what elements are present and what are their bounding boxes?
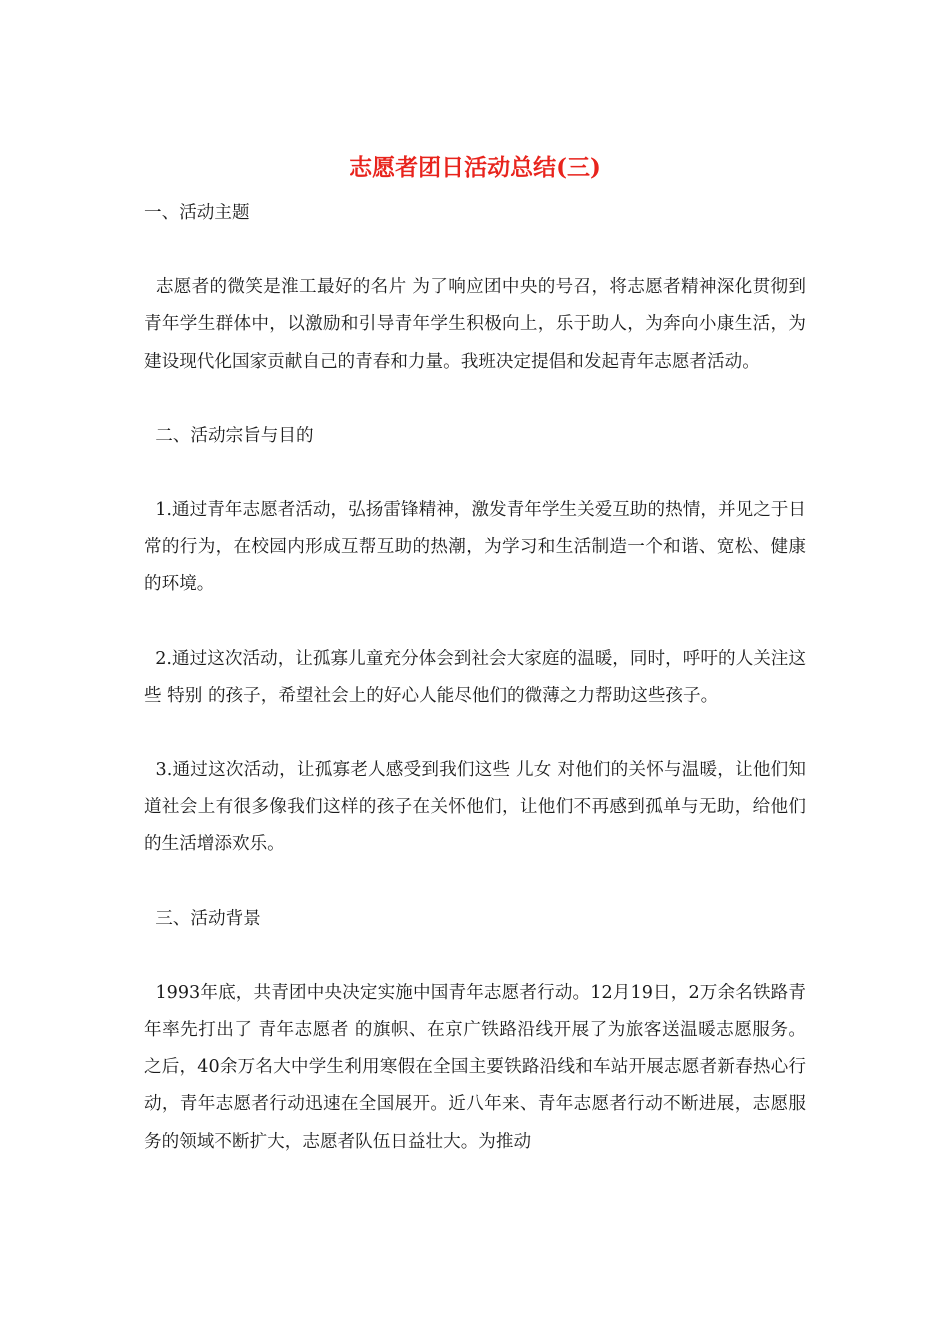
section-heading-purpose: 二、活动宗旨与目的 [144,425,314,446]
paragraph-theme: 志愿者的微笑是淮工最好的名片 为了响应团中央的号召，将志愿者精神深化贯彻到青年学生群体中，以激励和引导青年学生积极向上，乐于助人，为奔向小康生活，为建设现代化国家贡献自己的青春和力量。我班决定提倡和发起青年志愿者活动。 [144,277,806,372]
paragraph-purpose-1: 1.通过青年志愿者活动，弘扬雷锋精神，激发青年学生关爱互助的热情，并见之于日常的行为，在校园内形成互帮互助的热潮，为学习和生活制造一个和谐、宽松、健康的环境。 [144,500,807,595]
section-heading-background: 三、活动背景 [144,908,261,929]
paragraph-purpose-3: 3.通过这次活动，让孤寡老人感受到我们这些 儿女 对他们的关怀与温暖，让他们知道社会上有很多像我们这样的孩子在关怀他们，让他们不再感到孤单与无助，给他们的生活增添欢乐。 [144,760,806,855]
paragraph-background: 1993年底，共青团中央决定实施中国青年志愿者行动。12月19日，2万余名铁路青年率先打出了 青年志愿者 的旗帜、在京广铁路沿线开展了为旅客送温暖志愿服务。之后，40余万名大中学生利用寒假在全国主要铁路沿线和车站开展志愿者新春热心行动，青年志愿者行动迅速在全国展开。近八年来、青年志愿者行动不断进展，志愿服务的领域不断扩大，志愿者队伍日益壮大。为推动 [144,982,807,1152]
document-title: 志愿者团日活动总结(三) [349,154,601,181]
paragraph-purpose-2: 2.通过这次活动，让孤寡儿童充分体会到社会大家庭的温暖，同时，呼吁的人关注这些 特别 的孩子，希望社会上的好心人能尽他们的微薄之力帮助这些孩子。 [144,648,807,706]
document-body [144,195,806,1198]
section-heading-theme: 一、活动主题 [144,203,250,223]
